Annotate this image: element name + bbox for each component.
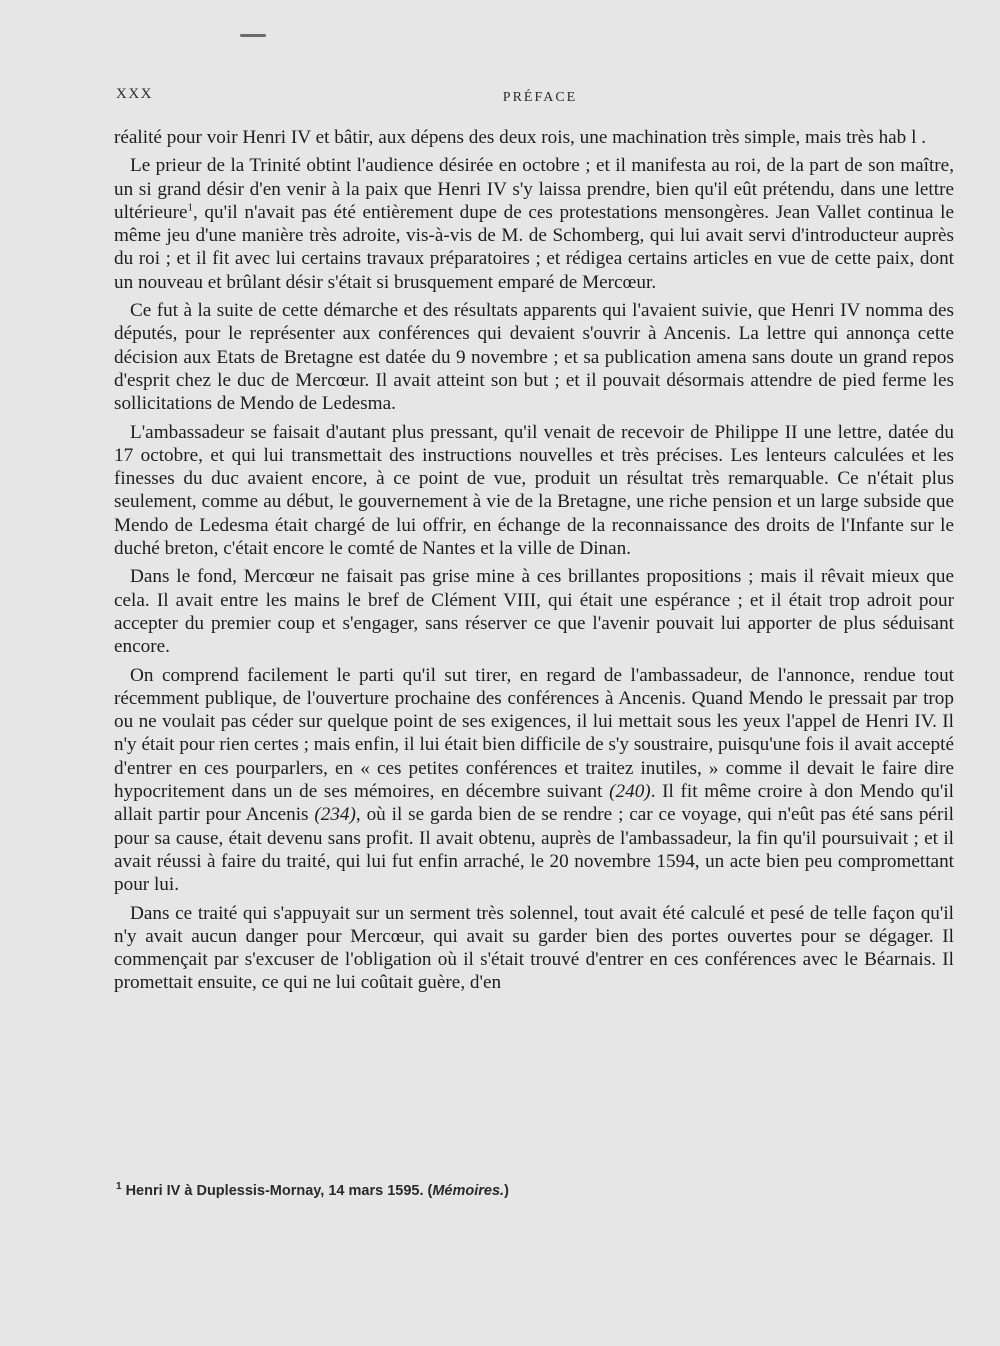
- footnote: [116, 1183, 956, 1199]
- paragraph-text: . Il fit même croire à don Mendo qu'il allait partir pour Ancenis: [114, 781, 954, 826]
- paragraph-text: , où il se garda bien de se rendre ; car ce voyage, qui n'eût pas été sans péril pour sa cause, était devenu sans profit. Il avait obtenu, auprès de l'ambassadeur, la fin qu'il poursuivait ; et il avait réussi à faire du traité, qui lui fut enfin arraché, le 20 novembre 1594, un acte bien peu compromettant pour lui.: [114, 804, 954, 896]
- paragraph: [114, 154, 954, 294]
- footnote-reference: 1: [187, 201, 194, 214]
- running-title: PRÉFACE: [502, 90, 578, 105]
- body-text: [114, 126, 954, 1000]
- paragraph: Ce fut à la suite de cette démarche et des résultats apparents qui l'avaient suivie, que Henri IV nomma des députés, pour le représenter aux conférences qui devaient s'ouvrir à Ancenis. La lettre qui annonça cette décision aux Etats de Bretagne est datée du 9 novembre ; et sa publication amena sans doute un grand repos d'esprit chez le duc de Mercœur. Il avait atteint son but ; et il pouvait désormais attendre de pied ferme les sollicitations de Mendo de Ledesma.: [114, 300, 954, 415]
- paragraph: [114, 664, 954, 897]
- paragraph: Dans le fond, Mercœur ne faisait pas grise mine à ces brillantes propositions ; mais il rêvait mieux que cela. Il avait entre les mains le bref de Clément VIII, qui était une espérance ; et il était trop adroit pour accepter du premier coup et s'engager, sans réserver ce que l'avenir pouvait lui apporter de plus séduisant encore.: [114, 566, 954, 658]
- paragraph: réalité pour voir Henri IV et bâtir, aux dépens des deux rois, une machination très simple, mais très hab l .: [114, 127, 926, 148]
- footnote-text: Henri IV à Duplessis-Mornay, 14 mars 1595. (: [125, 1183, 433, 1199]
- document-reference: (240): [609, 781, 651, 803]
- paragraph-text: Le prieur de la Trinité obtint l'audience désirée en octobre ; et il manifesta au roi, de la part de son maître, un si grand désir d'en venir à la paix que Henri IV s'y laissa prendre, bien qu'il eût prétendu, dans une lettre ultérieure: [114, 155, 954, 223]
- paragraph: Dans ce traité qui s'appuyait sur un serment très solennel, tout avait été calculé et pesé de telle façon qu'il n'y avait aucun danger pour Mercœur, qui avait su garder bien des portes ouvertes pour se dégager. Il commençait par s'excuser de l'obligation où il s'était trouvé d'entrer en ces conférences avec le Béarnais. Il promettait ensuite, ce qui ne lui coûtait guère, d'en: [114, 902, 954, 994]
- footnote-source: Mémoires.: [432, 1183, 505, 1199]
- page-number: XXX: [116, 86, 153, 102]
- ink-mark: [240, 34, 266, 37]
- footnote-mark: 1: [116, 1181, 122, 1193]
- paragraph-text: On comprend facilement le parti qu'il sut tirer, en regard de l'ambassadeur, de l'annonce, rendue tout récemment publique, de l'ouverture prochaine des conférences à Ancenis. Quand Mendo le pressait par trop ou ne voulait pas céder sur quelque point de ses exigences, il lui mettait sous les yeux l'appel de Henri IV. Il n'y était pour rien certes ; mais enfin, il lui était bien difficile de s'y soustraire, puisqu'une fois il avait accepté d'entrer en ces pourparlers, en « ces petites conférences et traitez inutiles, » comme il devait le faire dire hypocritement dans un de ses mémoires, en décembre suivant: [114, 664, 954, 803]
- paragraph-text: , qu'il n'avait pas été entièrement dupe de ces protestations mensongères. Jean Vallet continua le même jeu d'une manière très adroite, vis-à-vis de M. de Schomberg, qui lui avait servi d'introducteur auprès du roi ; et il fit avec lui certains travaux préparatoires ; et rédigea certains articles en vue de cette paix, dont un nouveau et brûlant désir s'était si brusquement emparé de Mercœur.: [114, 201, 954, 293]
- paragraph: L'ambassadeur se faisait d'autant plus pressant, qu'il venait de recevoir de Philippe II une lettre, datée du 17 octobre, et qui lui transmettait des instructions nouvelles et très précises. Les lenteurs calculées et les finesses du duc avaient encore, à ce point de vue, produit un résultat très remarquable. Ce n'était plus seulement, comme au début, le gouvernement à vie de la Bretagne, une riche pension et un large subside que Mendo de Ledesma était chargé de lui offrir, en échange de la reconnaissance des droits de l'Infante sur le duché breton, c'était encore le comté de Nantes et la ville de Dinan.: [114, 421, 954, 560]
- footnote-close: ): [504, 1183, 509, 1199]
- document-reference: (234): [314, 804, 356, 826]
